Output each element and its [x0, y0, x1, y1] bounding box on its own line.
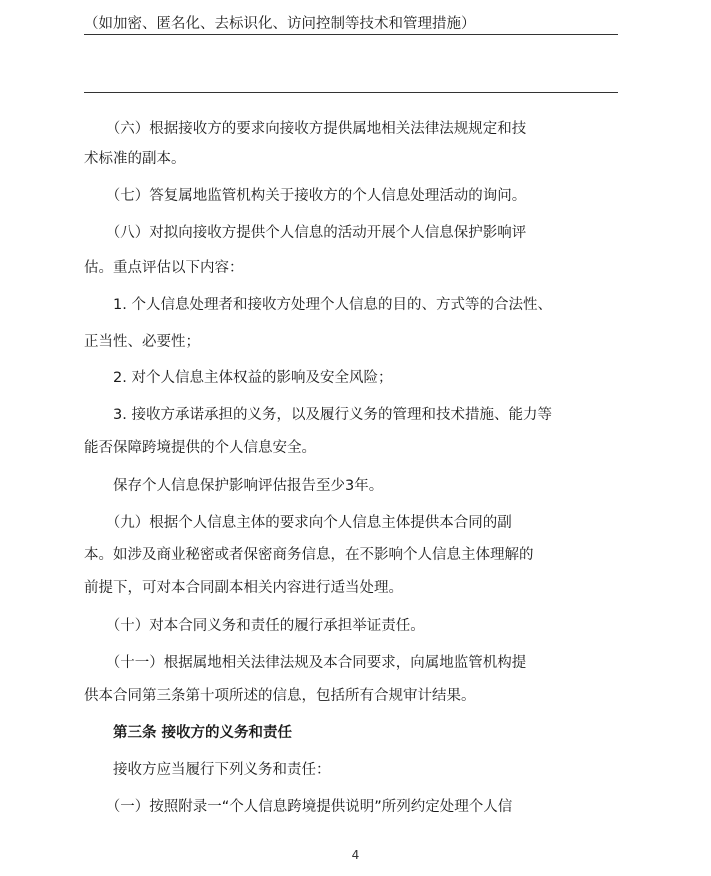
paragraph-line: 接收方应当履行下列义务和责任： [84, 762, 331, 778]
paragraph-line: 2. 对个人信息主体权益的影响及安全风险； [84, 370, 393, 386]
paragraph-line: （八）对拟向接收方提供个人信息的活动开展个人信息保护影响评 [84, 225, 527, 241]
paragraph-line: （十）对本合同义务和责任的履行承担举证责任。 [84, 618, 425, 634]
paragraph-line: 本。如涉及商业秘密或者保密商务信息，在不影响个人信息主体理解的 [84, 547, 534, 563]
blank-fill-in-line [84, 92, 618, 93]
paragraph-line: 正当性、必要性； [84, 334, 200, 350]
paragraph-line: （九）根据个人信息主体的要求向个人信息主体提供本合同的副 [84, 515, 512, 531]
paragraph-line: （七）答复属地监管机构关于接收方的个人信息处理活动的询问。 [84, 188, 527, 204]
fill-in-underline [84, 34, 618, 35]
header-note: （如加密、匿名化、去标识化、访问控制等技术和管理措施） [84, 16, 476, 32]
paragraph-line: 前提下，可对本合同副本相关内容进行适当处理。 [84, 580, 403, 596]
paragraph-line: 能否保障跨境提供的个人信息安全。 [84, 440, 316, 456]
paragraph-line: 保存个人信息保护影响评估报告至少3年。 [84, 478, 384, 494]
paragraph-line: 1. 个人信息处理者和接收方处理个人信息的目的、方式等的合法性、 [84, 297, 552, 313]
page-number: 4 [351, 848, 360, 862]
paragraph-line: （六）根据接收方的要求向接收方提供属地相关法律法规规定和技 [84, 121, 527, 137]
paragraph-line: 估。重点评估以下内容： [84, 260, 244, 276]
paragraph-line: （十一）根据属地相关法律法规及本合同要求，向属地监管机构提 [84, 655, 527, 671]
paragraph-line: 3. 接收方承诺承担的义务，以及履行义务的管理和技术措施、能力等 [84, 407, 552, 423]
paragraph-line: 供本合同第三条第十项所述的信息，包括所有合规审计结果。 [84, 688, 476, 704]
paragraph-line: （一）按照附录一“个人信息跨境提供说明”所列约定处理个人信 [84, 799, 513, 815]
paragraph-line: 术标准的副本。 [84, 151, 186, 167]
article-heading: 第三条 接收方的义务和责任 [84, 725, 293, 741]
